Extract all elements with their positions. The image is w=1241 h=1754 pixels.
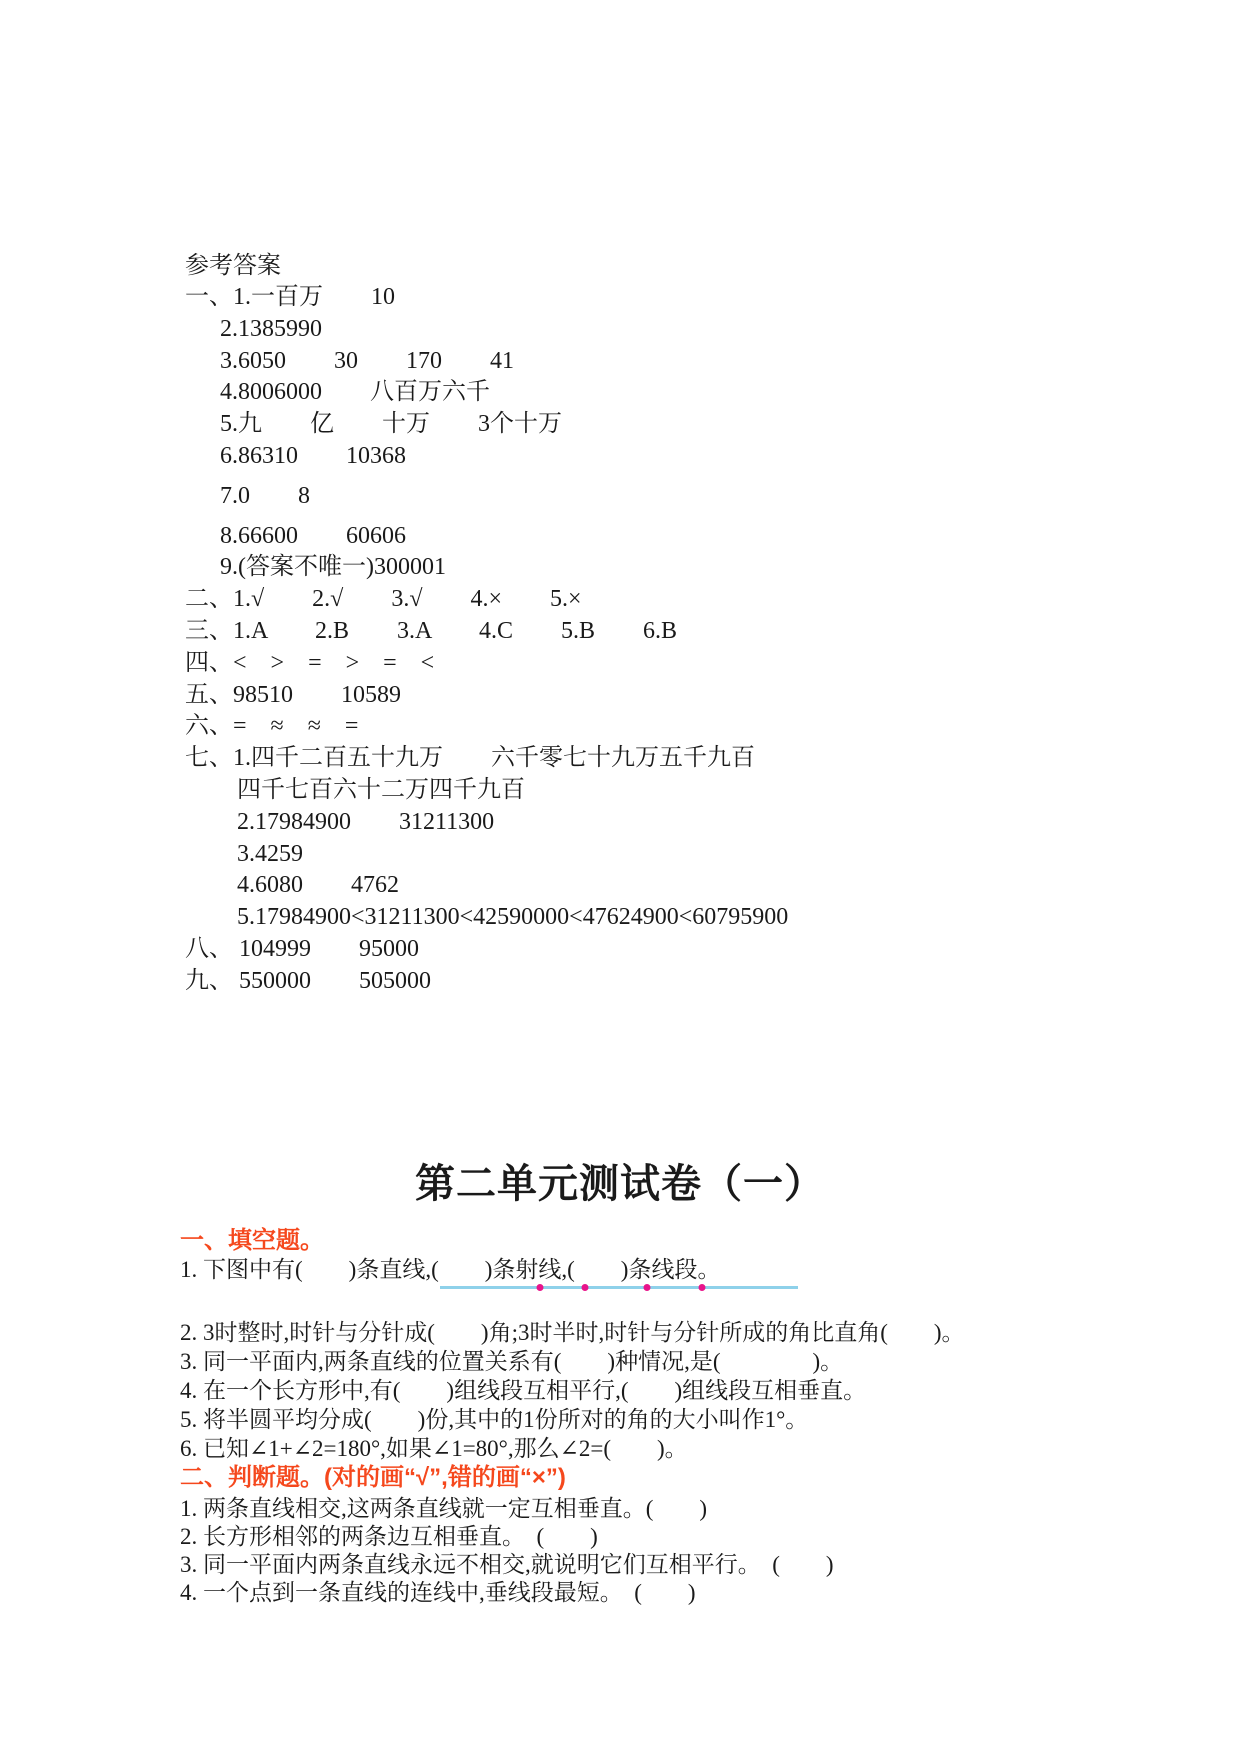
- point-dot: [699, 1284, 706, 1291]
- answer-line: 2.1385990: [220, 315, 322, 342]
- point-dot: [582, 1284, 589, 1291]
- answer-line: 3.4259: [237, 840, 303, 867]
- answer-line: 3.6050 30 170 41: [220, 347, 514, 374]
- answer-line: 9.(答案不唯一)300001: [220, 554, 446, 581]
- point-dot: [537, 1284, 544, 1291]
- answer-key-heading: 参考答案: [185, 253, 281, 279]
- answer-line: 七、1.四千二百五十九万 六千零七十九万五千九百: [185, 745, 755, 772]
- answer-line: 五、98510 10589: [185, 681, 401, 708]
- answer-line: 三、1.A 2.B 3.A 4.C 5.B 6.B: [185, 617, 678, 644]
- answer-key-section: [185, 250, 1085, 998]
- answer-line: 2.17984900 31211300: [237, 808, 495, 835]
- answer-key-list: [185, 282, 1085, 998]
- number-line-figure: [440, 1286, 798, 1289]
- test-paper-title: 第二单元测试卷（一）: [415, 1161, 825, 1206]
- answer-line: 六、= ≈ ≈ =: [185, 713, 359, 740]
- judge-question-4: 4. 一个点到一条直线的连线中,垂线段最短。 ( ): [180, 1580, 696, 1605]
- section-header-true-false: 二、判断题。(对的画“√”,错的画“×”): [180, 1464, 566, 1491]
- fill-question-2: 2. 3时整时,时针与分针成( )角;3时半时,时针与分针所成的角比直角( )。: [180, 1320, 965, 1345]
- answer-line: 二、1.√ 2.√ 3.√ 4.× 5.×: [185, 586, 582, 613]
- answer-line: 4.8006000 八百万六千: [220, 379, 490, 406]
- answer-line: 四、< > = > = <: [185, 649, 435, 676]
- answer-line: 6.86310 10368: [220, 442, 406, 469]
- fill-question-4: 4. 在一个长方形中,有( )组线段互相平行,( )组线段互相垂直。: [180, 1378, 867, 1403]
- answer-line: 八、 104999 95000: [185, 935, 419, 962]
- fill-question-1: 1. 下图中有( )条直线,( )条射线,( )条线段。: [180, 1257, 721, 1282]
- fill-question-5: 5. 将半圆平均分成( )份,其中的1份所对的角的大小叫作1°。: [180, 1407, 809, 1432]
- answer-line: 四千七百六十二万四千九百: [237, 776, 525, 803]
- section-header-fill-in-blanks: 一、填空题。: [180, 1227, 324, 1254]
- judge-question-1: 1. 两条直线相交,这两条直线就一定互相垂直。( ): [180, 1496, 708, 1521]
- answer-line: 一、1.一百万 10: [185, 284, 395, 310]
- answer-line: 8.66600 60606: [220, 522, 406, 549]
- answer-line: 5.九 亿 十万 3个十万: [220, 411, 562, 438]
- judge-question-3: 3. 同一平面内两条直线永远不相交,就说明它们互相平行。 ( ): [180, 1552, 834, 1577]
- answer-line: 7.0 8: [220, 482, 310, 509]
- fill-question-3: 3. 同一平面内,两条直线的位置关系有( )种情况,是( )。: [180, 1349, 844, 1374]
- fill-question-6: 6. 已知∠1+∠2=180°,如果∠1=80°,那么∠2=( )。: [180, 1436, 688, 1461]
- point-dot: [644, 1284, 651, 1291]
- judge-question-2: 2. 长方形相邻的两条边互相垂直。 ( ): [180, 1524, 598, 1549]
- test-paper-section: [180, 1160, 1060, 1607]
- answer-line: 九、 550000 505000: [185, 967, 431, 994]
- answer-line: 5.17984900<31211300<42590000<47624900<60795900: [237, 904, 789, 931]
- answer-line: 4.6080 4762: [237, 872, 399, 899]
